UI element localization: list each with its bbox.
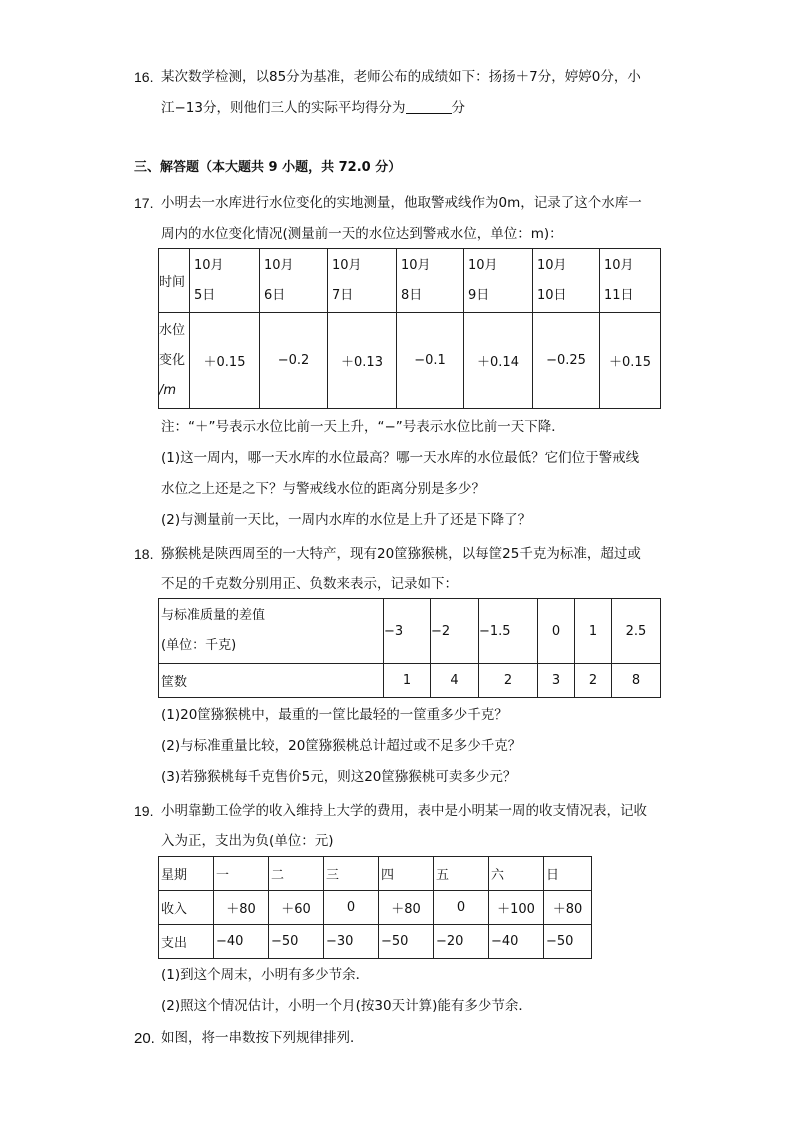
q18-part-2: (2)与标准重量比较，20筐猕猴桃总计超过或不足多少千克？ (161, 738, 522, 754)
value-cell: ＋0.15 (190, 313, 260, 409)
q18-text-line-1: 猕猴桃是陕西周至的一大特产，现有20筐猕猴桃，以每筐25千克为标准，超过或 (161, 546, 641, 562)
table-header-cell (159, 599, 384, 664)
q19-part-1: (1)到这个周末，小明有多少节余． (161, 967, 370, 983)
day-cell: 六 (489, 857, 544, 891)
q17-text-line-2: 周内的水位变化情况(测量前一天的水位达到警戒水位，单位：m)： (161, 226, 563, 242)
day-cell: 四 (379, 857, 434, 891)
value-cell: −3 (384, 599, 431, 664)
value-cell: 8 (612, 664, 661, 698)
question-number-20: 20. (134, 1030, 155, 1047)
income-cell: ＋80 (544, 891, 592, 925)
date-day: 7日 (332, 287, 354, 303)
date-month: 10月 (194, 257, 224, 273)
date-cell (328, 249, 397, 313)
question-number-19: 19. (134, 803, 154, 819)
value-cell: −0.2 (260, 313, 328, 409)
value-cell: 2 (575, 664, 612, 698)
q17-part-1-line-2: 水位之上还是之下？与警戒线水位的距离分别是多少？ (161, 481, 485, 497)
date-cell (533, 249, 600, 313)
q18-kiwi-table (158, 598, 661, 698)
q17-water-level-table (158, 248, 661, 409)
day-cell: 日 (544, 857, 592, 891)
date-day: 9日 (468, 287, 490, 303)
q17-text-line-1: 小明去一水库进行水位变化的实地测量，他取警戒线作为0m，记录了这个水库一 (161, 195, 642, 211)
q19-income-table (158, 856, 592, 959)
value-cell: 3 (538, 664, 575, 698)
value-cell: −2 (431, 599, 479, 664)
header-line: 水位 (159, 322, 186, 338)
income-cell: 0 (324, 891, 379, 925)
date-day: 11日 (604, 287, 634, 303)
date-day: 6日 (264, 287, 286, 303)
q19-part-2: (2)照这个情况估计，小明一个月(按30天计算)能有多少节余． (161, 998, 532, 1014)
table-row (159, 249, 661, 313)
table-header-cell: 收入 (159, 891, 214, 925)
expense-cell: −50 (379, 925, 434, 959)
section-heading: 三、解答题（本大题共 9 小题，共 72.0 分） (134, 160, 402, 175)
date-cell (190, 249, 260, 313)
expense-cell: −30 (324, 925, 379, 959)
income-cell: ＋80 (379, 891, 434, 925)
income-cell: ＋100 (489, 891, 544, 925)
date-cell (600, 249, 661, 313)
day-cell: 一 (214, 857, 269, 891)
table-row (159, 857, 592, 891)
table-row (159, 925, 592, 959)
date-month: 10月 (537, 257, 567, 273)
value-cell: 0 (538, 599, 575, 664)
value-cell: 1 (575, 599, 612, 664)
q18-text-line-2: 不足的千克数分别用正、负数来表示，记录如下： (161, 576, 458, 592)
expense-cell: −50 (544, 925, 592, 959)
date-day: 5日 (194, 287, 216, 303)
date-month: 10月 (401, 257, 431, 273)
table-row (159, 891, 592, 925)
income-cell: 0 (434, 891, 489, 925)
question-number-16: 16. (134, 69, 154, 85)
value-cell: ＋0.14 (464, 313, 533, 409)
value-cell: ＋0.15 (600, 313, 661, 409)
table-row (159, 599, 661, 664)
time-label: 时间 (159, 275, 186, 290)
answer-blank (406, 99, 452, 114)
value-cell: −0.25 (533, 313, 600, 409)
income-cell: ＋60 (269, 891, 324, 925)
value-cell: 2.5 (612, 599, 661, 664)
q17-note: 注：“＋”号表示水位比前一天上升，“−”号表示水位比前一天下降． (161, 419, 565, 435)
day-cell: 五 (434, 857, 489, 891)
header-line: /m (159, 382, 177, 398)
table-row (159, 313, 661, 409)
date-month: 10月 (604, 257, 634, 273)
value-cell: 1 (384, 664, 431, 698)
value-cell: 2 (479, 664, 538, 698)
q18-part-3: (3)若猕猴桃每千克售价5元，则这20筐猕猴桃可卖多少元？ (161, 769, 517, 785)
q18-part-1: (1)20筐猕猴桃中，最重的一筐比最轻的一筐重多少千克？ (161, 707, 508, 723)
table-row (159, 664, 661, 698)
q20-text-line-1: 如图，将一串数按下列规律排列． (161, 1030, 364, 1046)
table-header-cell: 筐数 (159, 664, 384, 698)
q16-text-before-blank: 江−13分，则他们三人的实际平均得分为 (161, 100, 406, 116)
value-cell: 4 (431, 664, 479, 698)
value-cell: −0.1 (397, 313, 464, 409)
date-month: 10月 (264, 257, 294, 273)
value-cell: ＋0.13 (328, 313, 397, 409)
table-header-cell (159, 313, 190, 409)
day-cell: 三 (324, 857, 379, 891)
q19-text-line-1: 小明靠勤工俭学的收入维持上大学的费用，表中是小明某一周的收支情况表，记收 (161, 803, 647, 819)
income-cell: ＋80 (214, 891, 269, 925)
expense-cell: −40 (214, 925, 269, 959)
header-line: 与标准质量的差值 (161, 608, 266, 623)
expense-cell: −20 (434, 925, 489, 959)
date-cell (397, 249, 464, 313)
date-month: 10月 (468, 257, 498, 273)
date-cell (260, 249, 328, 313)
header-line: (单位：千克) (161, 638, 237, 653)
table-header-cell (159, 249, 190, 313)
day-cell: 二 (269, 857, 324, 891)
q16-text-line-2 (161, 99, 465, 117)
expense-cell: −50 (269, 925, 324, 959)
date-cell (464, 249, 533, 313)
q17-part-1-line-1: (1)这一周内，哪一天水库的水位最高？哪一天水库的水位最低？它们位于警戒线 (161, 450, 640, 466)
question-number-17: 17. (134, 195, 154, 211)
table-header-cell: 支出 (159, 925, 214, 959)
q17-part-2: (2)与测量前一天比，一周内水库的水位是上升了还是下降了？ (161, 512, 532, 528)
value-cell: −1.5 (479, 599, 538, 664)
q19-text-line-2: 入为正，支出为负(单位：元) (161, 833, 334, 849)
date-day: 10日 (537, 287, 567, 303)
q16-text-line-1: 某次数学检测，以85分为基准，老师公布的成绩如下：扬扬＋7分，婷婷0分，小 (161, 69, 641, 85)
q16-text-after-blank: 分 (451, 100, 465, 116)
header-line: 变化 (159, 352, 186, 368)
question-number-18: 18. (134, 546, 154, 562)
date-month: 10月 (332, 257, 362, 273)
table-header-cell: 星期 (159, 857, 214, 891)
date-day: 8日 (401, 287, 423, 303)
expense-cell: −40 (489, 925, 544, 959)
